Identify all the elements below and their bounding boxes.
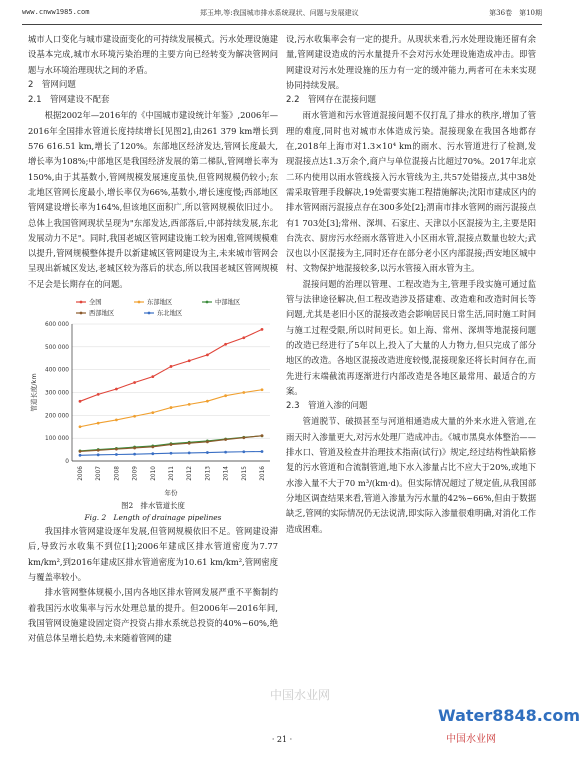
x-tick-label: 2009 <box>132 466 139 481</box>
x-tick-label: 2006 <box>78 466 84 481</box>
x-tick-label: 2011 <box>169 466 175 481</box>
data-point <box>188 403 191 406</box>
data-point <box>133 453 136 456</box>
running-header <box>22 8 542 22</box>
data-point <box>188 359 191 362</box>
header-website: www.cnww1985.com <box>22 8 90 16</box>
right-column <box>286 32 536 537</box>
figure-caption-en: Fig. 2 Length of drainage pipelines <box>84 513 222 523</box>
x-tick-label: 2007 <box>96 466 103 481</box>
data-point <box>133 447 136 450</box>
y-axis-label: 管道长度/km <box>30 373 38 412</box>
data-point <box>224 394 227 397</box>
legend-label: 东北地区 <box>157 310 183 318</box>
data-point <box>170 452 173 455</box>
data-point <box>79 450 82 453</box>
x-tick-label: 2012 <box>187 466 194 481</box>
data-point <box>79 454 82 457</box>
legend-label: 西部地区 <box>89 310 115 318</box>
x-tick-label: 2014 <box>223 466 230 481</box>
left-column <box>28 32 278 646</box>
y-tick-label: 300 000 <box>45 390 69 397</box>
data-point <box>206 353 209 356</box>
section-heading-2-3: 2.3 管道入渗的问题 <box>286 401 368 412</box>
right-paragraph-3: 混接问题的治理以管理、工程改造为主,管理手段实施可通过监管与法律途径解决,但工程改造涉及搭建难、改造难和改造时间长等问题,尤其是老旧小区的混接改造会影响居民日常生活,同时施工时间与施工过程受限,所以时间更长。如上海、常州、深圳等地混接问题的改造已经进行了5年以上,投入了大量的人力物力,但只完成了部分地区的改造。各地区混接改造进度较慢,混接现象还将长时间存在,而先进行末端截流再逐渐进行内部改造是各地区最常用、最适合的方案。 <box>286 278 536 396</box>
y-tick-label: 200 000 <box>45 413 69 420</box>
legend-marker <box>80 301 83 304</box>
watermark-brand: Water8848.com <box>438 706 580 725</box>
data-point <box>97 422 100 425</box>
x-tick-label: 2010 <box>150 466 157 481</box>
x-tick-label: 2013 <box>205 466 212 481</box>
legend-marker <box>148 312 151 315</box>
right-paragraph-4: 管道脱节、破损甚至与河道相通造成大量的外来水进入管道,在雨天时入渗量更大,对污水处理厂造成冲击。《城市黑臭水体整治——排水口、管道及检查井治理技术指南(试行)》规定,经过结构性缺陷修复的污水管道和合流制管道,地下水入渗量占比不应大于20%,或地下水渗入量不大于70 m³/(km·d)。但实际情况超过了规定值,从我国部分地区调查结果来看,管道入渗量为污水量的42%~66%,但由于数据缺乏,管网的实际情况仍无法说清,即实际入渗量很难明确,对消化工作造成困难。 <box>286 416 536 534</box>
data-point <box>151 375 154 378</box>
left-paragraph-2: 根据2002年—2016年的《中国城市建设统计年鉴》,2006年—2016年全国排水管道长度持续增长[见图2],由261 379 km增长到576 616.51 km,增长了120%。东部地区经济发达,管网长度最大,增长率为108%;中部地区是我国经济发展的第二梯队,管网增长率为150%,由于其基数小,管网规模发展速度虽快,但管网规模仍较小;东北地区管网长度最小,增长率仅为66%,基数小,增长速度慢;西部地区管网建设增长率为164%,但该地区面积广,所以管网规模依旧过小。总体上我国管网现状呈现为"东部发达,西部落后,中部持续发展,东北发展动力不足"。同时,我国老城区管网建设施工较为困难,管网规模难以提升,管网规模整体提升以新建城区管网建设为主,未来城市管网会呈现出新城区发达,老城区较为落后的状态,所以我国老城区管网规模不足会是长期存在的问题。 <box>28 110 278 289</box>
data-point <box>79 400 82 403</box>
watermark-sub: 中国水业网 <box>446 734 496 745</box>
data-point <box>206 400 209 403</box>
y-tick-label: 0 <box>65 459 69 466</box>
data-point <box>188 442 191 445</box>
y-tick-label: 600 000 <box>45 322 69 329</box>
header-rule <box>22 24 542 25</box>
data-point <box>224 438 227 441</box>
data-point <box>261 328 264 331</box>
legend-label: 东部地区 <box>147 299 173 307</box>
data-point <box>188 452 191 455</box>
header-volume: 第36卷 第10期 <box>489 9 542 17</box>
line-chart <box>28 294 278 499</box>
data-point <box>242 436 245 439</box>
figure-2-chart <box>28 294 278 499</box>
data-point <box>79 425 82 428</box>
x-tick-label: 2016 <box>260 466 266 481</box>
data-point <box>261 450 264 453</box>
y-tick-label: 400 000 <box>45 367 69 374</box>
data-point <box>170 406 173 409</box>
data-point <box>224 451 227 454</box>
section-heading-2: 2 管网问题 <box>28 79 76 90</box>
data-point <box>133 415 136 418</box>
header-running-title: 郑玉坤,等:我国城市排水系统现状、问题与发展建议 <box>200 9 359 17</box>
data-point <box>151 411 154 414</box>
data-point <box>97 449 100 452</box>
data-point <box>206 440 209 443</box>
figure-caption-cn: 图2 排水管道长度 <box>121 501 185 511</box>
y-tick-label: 100 000 <box>45 436 69 443</box>
page-number: · 21 · <box>271 735 293 744</box>
legend-marker <box>206 301 209 304</box>
legend-marker <box>138 301 141 304</box>
left-paragraph-3: 我国排水管网建设逐年发展,但管网规模依旧不足。管网建设滞后,导致污水收集不到位[1];2006年建成区排水管道密度为7.77 km/km²,到2016年建成区排水管道密度为10.61 km/km²,管网密度与覆盖率较小。 <box>28 526 278 582</box>
data-point <box>133 381 136 384</box>
watermark-overlay: 中国水业网 <box>270 688 331 702</box>
section-heading-2-1: 2.1 管网建设不配套 <box>28 95 110 106</box>
right-paragraph-2: 雨水管道和污水管道混接问题不仅打乱了排水的秩序,增加了管理的难度,同时也对城市水体造成污染。混接现象在我国各地都存在,2018年上海市对1.3×10⁴ km的雨水、污水管道进行了检测,发现混接点达1.3万余个,商户与单位混接占比超过70%。2017年北京二环内使用以雨水管线接入污水管线为主,共57处错接点,其中38处需采取管理手段解决,19处需要实施工程措施解决;沈阳市建成区内的排水管网雨污混接点存在300多处[2];渭南市排水管网的雨污混接点有1 703处[3];常州、深圳、石家庄、天津以小区混接为主,主要是阳台洗衣、厨房污水经雨水落管进入小区雨水管,混接点数量也较大;武汉也以小区混接为主,同时还存在部分老小区内部混接;西安地区城中村、文物保护地混接较多,以污水管接入雨水管为主。 <box>286 110 536 274</box>
right-paragraph-1: 设,污水收集率会有一定的提升。从现状来看,污水处理设施还留有余量,管网建设造成的污水量提升不会对污水处理设施造成冲击。即管网建设对污水处理设施的压力有一定的缓冲能力,两者可在未来实现协同持续发展。 <box>286 34 536 90</box>
data-point <box>151 445 154 448</box>
data-point <box>242 450 245 453</box>
x-axis-label: 年份 <box>164 489 178 498</box>
data-point <box>115 453 118 456</box>
data-point <box>97 393 100 396</box>
data-point <box>242 391 245 394</box>
data-point <box>261 388 264 391</box>
data-point <box>97 453 100 456</box>
data-point <box>170 365 173 368</box>
x-tick-label: 2008 <box>114 466 121 481</box>
data-point <box>115 448 118 451</box>
legend-label: 全国 <box>89 299 102 307</box>
data-point <box>242 336 245 339</box>
data-point <box>151 452 154 455</box>
data-point <box>261 434 264 437</box>
left-paragraph-1: 城市人口变化与城市建设面变化的可持续发展模式。污水处理设施建设基本完成,城市水环境污染治理的主要方向已经转变为解决管网问题与水环境治理现状之间的矛盾。 <box>28 34 278 75</box>
data-point <box>224 343 227 346</box>
section-heading-2-2: 2.2 管网存在混接问题 <box>286 95 377 106</box>
legend-label: 中部地区 <box>215 299 241 307</box>
data-point <box>170 443 173 446</box>
legend-marker <box>80 312 83 315</box>
data-point <box>206 451 209 454</box>
data-point <box>115 419 118 422</box>
x-tick-label: 2015 <box>241 466 248 481</box>
left-paragraph-4: 排水管网整体规模小,国内各地区排水管网发展严重不平衡制约着我国污水收集率与污水处理总量的提升。但2006年—2016年间,我国管网设施建设固定资产投资占排水系统总投资的40%~60%,绝对值总体呈增长趋势,未来随着管网的建 <box>28 587 278 644</box>
y-tick-label: 500 000 <box>45 344 69 351</box>
data-point <box>115 388 118 391</box>
